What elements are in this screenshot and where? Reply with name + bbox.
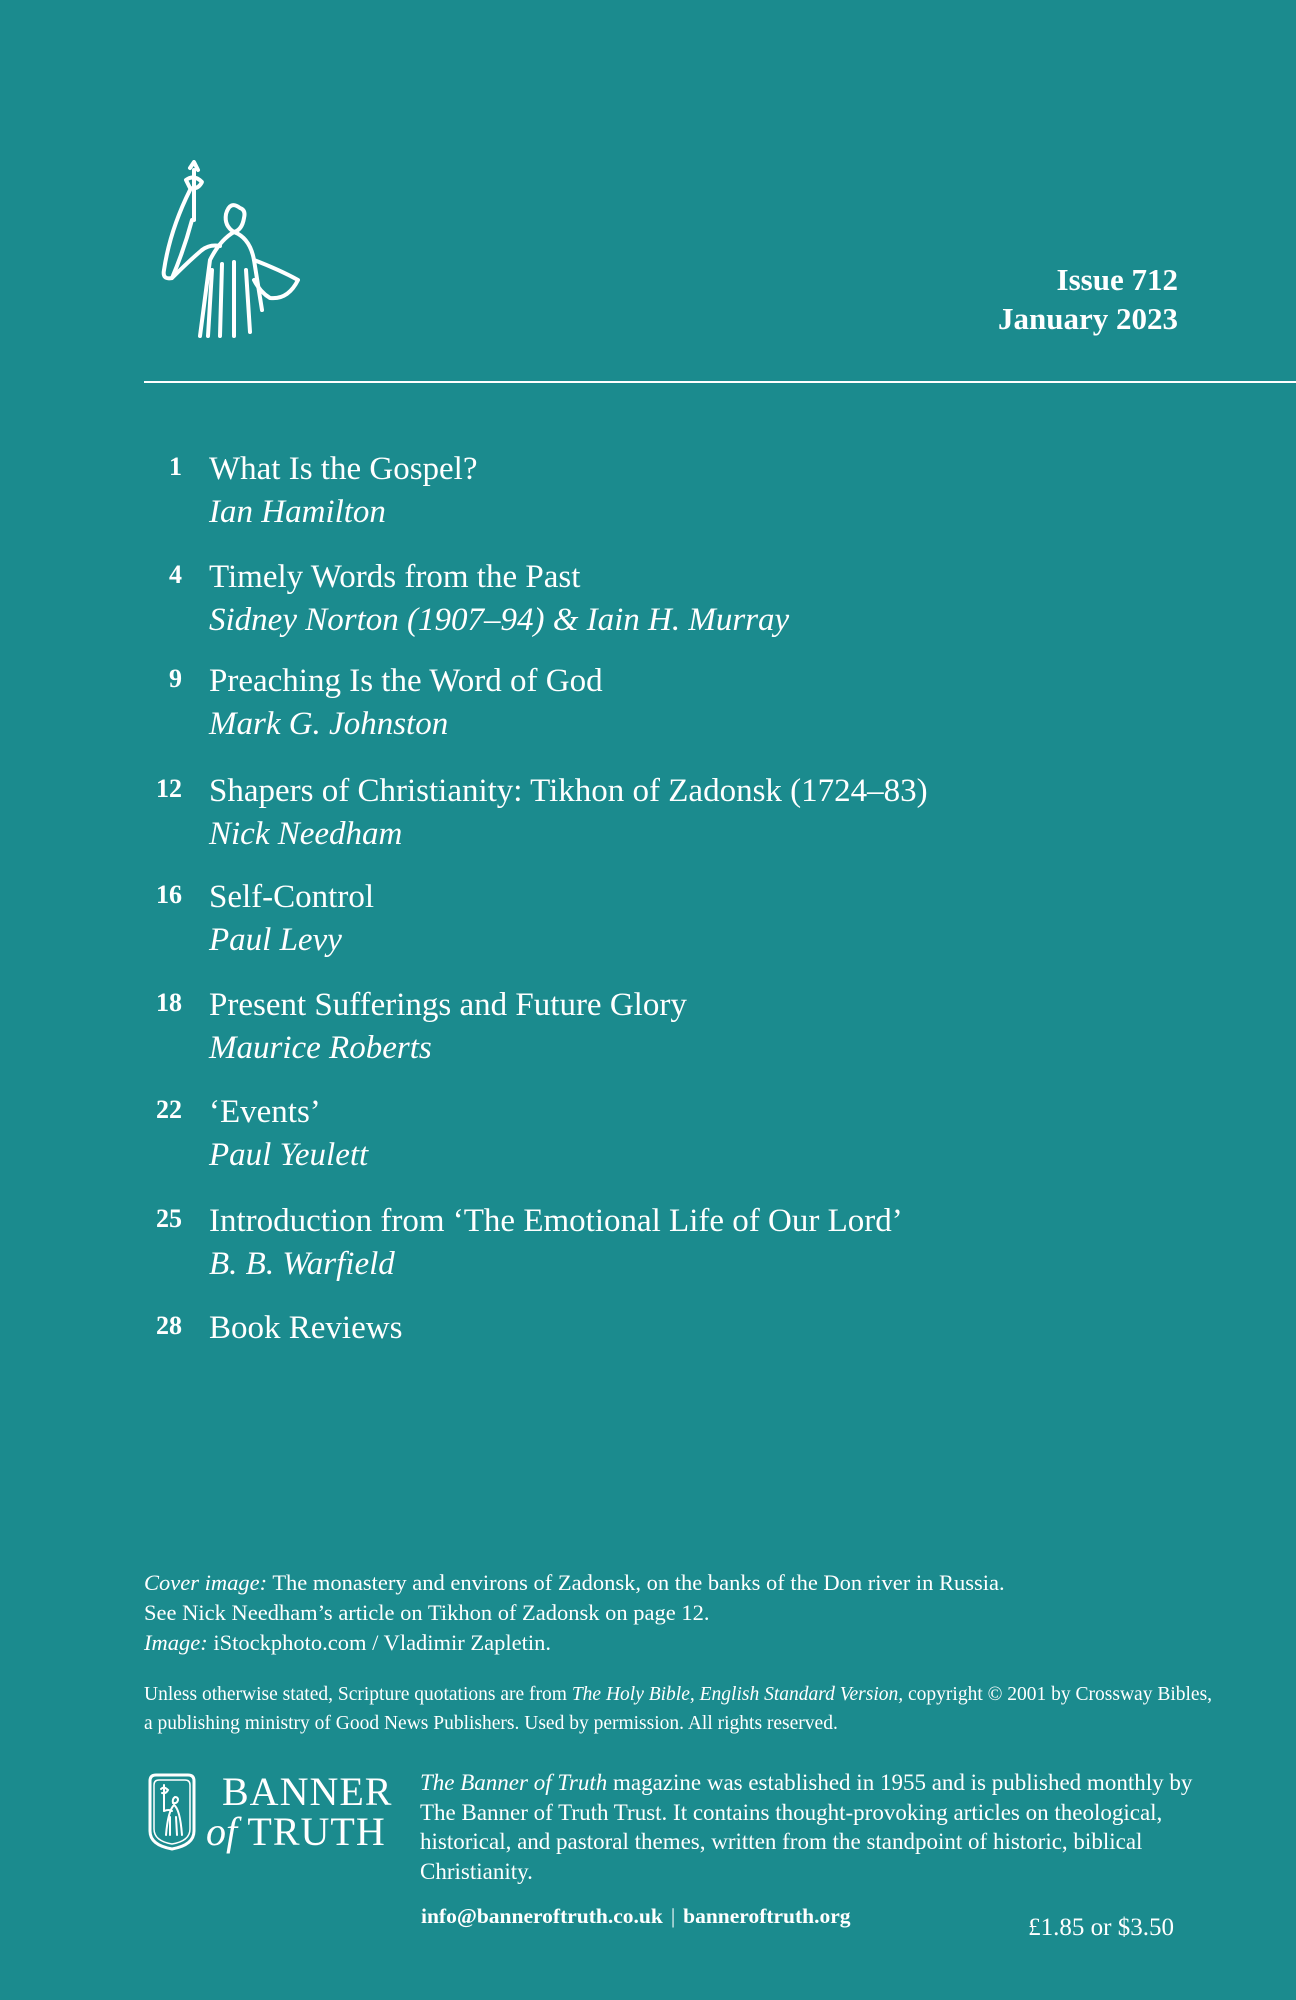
toc-author: Sidney Norton (1907–94) & Iain H. Murray <box>209 602 790 638</box>
cover-note-line-3 <box>144 1628 1204 1658</box>
banner-of-truth-emblem-icon <box>144 1771 200 1851</box>
bible-version: The Holy Bible, English Standard Version, <box>571 1684 904 1705</box>
toc-entry <box>140 556 1240 660</box>
table-of-contents <box>140 448 1240 1367</box>
issue-info <box>998 260 1178 338</box>
issue-date: January 2023 <box>998 301 1178 336</box>
toc-page-number: 12 <box>156 774 182 803</box>
toc-entry <box>140 1091 1240 1200</box>
cover-image-label: Cover image: <box>144 1570 268 1595</box>
scripture-note-suffix: copyright © 2001 by Crossway Bibles, a publishing ministry of Good News Publishers. Used by permission. All rights reserved. <box>144 1684 1213 1734</box>
image-credit: iStockphoto.com / Vladimir Zapletin. <box>213 1630 552 1655</box>
toc-page-number: 18 <box>156 988 182 1017</box>
banner-figure-logo <box>150 160 300 340</box>
magazine-name: The Banner of Truth <box>420 1770 608 1795</box>
contact-separator: | <box>670 1904 676 1928</box>
toc-title: Timely Words from the Past <box>209 559 581 595</box>
contact-email[interactable]: info@banneroftruth.co.uk <box>421 1904 663 1928</box>
issue-number: Issue 712 <box>1056 262 1178 297</box>
toc-page-number: 22 <box>156 1095 182 1124</box>
toc-page-number: 9 <box>169 664 182 693</box>
toc-author: Mark G. Johnston <box>209 706 449 742</box>
toc-author: Maurice Roberts <box>209 1030 432 1066</box>
brand-wordmark-of: of <box>206 1809 238 1854</box>
toc-entry <box>140 448 1240 556</box>
toc-page-number: 1 <box>169 452 182 481</box>
toc-entry <box>140 1200 1240 1307</box>
brand-wordmark-truth <box>206 1809 386 1854</box>
toc-title: Book Reviews <box>209 1310 403 1346</box>
toc-title: ‘Events’ <box>209 1094 321 1130</box>
toc-title: Introduction from ‘The Emotional Life of Our Lord’ <box>209 1203 903 1239</box>
cover-note-line-1 <box>144 1568 1204 1598</box>
brand-wordmark-banner: BANNER <box>222 1769 393 1814</box>
toc-entry <box>140 1307 1240 1367</box>
brand-wordmark-truth-word: TRUTH <box>247 1809 386 1854</box>
toc-page-number: 16 <box>156 880 182 909</box>
toc-title: Self-Control <box>209 879 374 915</box>
toc-entry <box>140 660 1240 770</box>
toc-author: Ian Hamilton <box>209 494 386 530</box>
toc-author: Paul Yeulett <box>209 1137 369 1173</box>
toc-page-number: 28 <box>156 1311 182 1340</box>
scripture-note-prefix: Unless otherwise stated, Scripture quotations are from <box>144 1684 567 1705</box>
toc-entry <box>140 876 1240 984</box>
image-credit-label: Image: <box>144 1630 208 1655</box>
toc-page-number: 25 <box>156 1204 182 1233</box>
scripture-permission-note <box>144 1680 1224 1738</box>
toc-author: Paul Levy <box>209 922 342 958</box>
toc-entry <box>140 984 1240 1091</box>
cover-note-line-2: See Nick Needham’s article on Tikhon of Zadonsk on page 12. <box>144 1600 710 1625</box>
toc-author: Nick Needham <box>209 816 403 852</box>
magazine-description <box>420 1768 1200 1886</box>
toc-author: B. B. Warfield <box>209 1246 395 1282</box>
contact-line <box>421 1904 851 1929</box>
toc-title: Preaching Is the Word of God <box>209 663 603 699</box>
magazine-description-text: magazine was established in 1955 and is published monthly by The Banner of Truth Trust. It contains thought-provoking articles on theological, historical, and pastoral themes, written from the standpoint of historic, biblical Christianity. <box>420 1770 1193 1884</box>
toc-title: Shapers of Christianity: Tikhon of Zadonsk (1724–83) <box>209 773 928 809</box>
cover-image-description: The monastery and environs of Zadonsk, on the banks of the Don river in Russia. <box>272 1570 1005 1595</box>
toc-title: What Is the Gospel? <box>209 451 478 487</box>
header-divider <box>144 381 1296 383</box>
toc-title: Present Sufferings and Future Glory <box>209 987 687 1023</box>
cover-image-note <box>144 1568 1204 1658</box>
toc-entry <box>140 770 1240 876</box>
contact-website[interactable]: banneroftruth.org <box>683 1904 851 1928</box>
issue-price: £1.85 or $3.50 <box>1028 1914 1174 1941</box>
toc-page-number: 4 <box>169 560 182 589</box>
